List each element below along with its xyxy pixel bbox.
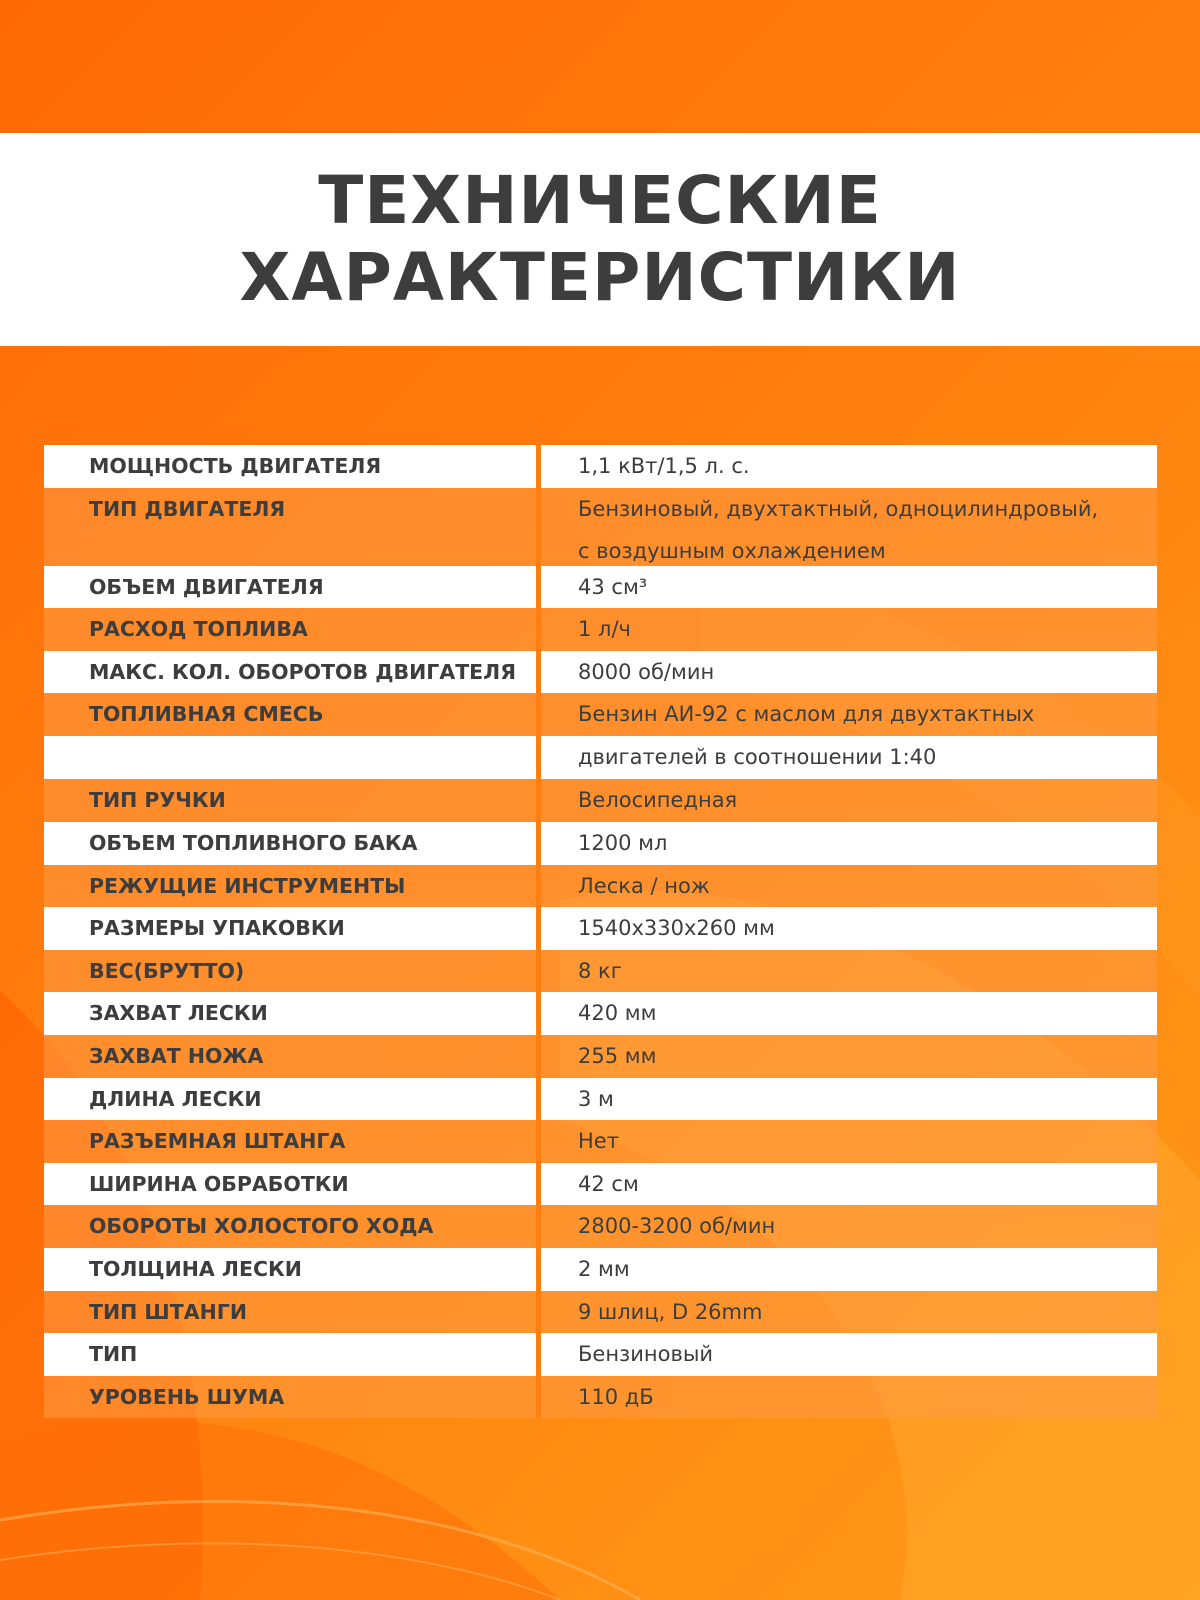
spec-row [44,822,1157,865]
spec-row [44,992,1157,1035]
spec-value: 42 см [578,1171,639,1196]
spec-label: ТИП ШТАНГИ [89,1299,247,1324]
spec-value: 2800-3200 об/мин [578,1214,776,1239]
specifications-table [44,445,1157,1418]
spec-label: ТОЛЩИНА ЛЕСКИ [89,1256,302,1281]
spec-value: 1200 мл [578,830,668,855]
spec-label: РАЗМЕРЫ УПАКОВКИ [89,916,345,941]
spec-row [44,1376,1157,1419]
spec-value-line-1: Бензин АИ-92 с маслом для двухтактных [578,702,1035,727]
spec-label: РАСХОД ТОПЛИВА [89,617,308,642]
spec-label: ОБОРОТЫ ХОЛОСТОГО ХОДА [89,1214,434,1239]
spec-row [44,779,1157,822]
title-band [0,133,1200,346]
spec-label: МАКС. КОЛ. ОБОРОТОВ ДВИГАТЕЛЯ [89,659,516,684]
spec-value: 1540х330х260 мм [578,916,775,941]
spec-row [44,1035,1157,1078]
spec-value: Велосипедная [578,788,738,813]
spec-label: ЗАХВАТ ЛЕСКИ [89,1001,268,1026]
spec-value: 1,1 кВт/1,5 л. с. [578,454,750,478]
spec-row [44,693,1157,779]
spec-label: ВЕС(БРУТТО) [89,958,245,983]
spec-label: РАЗЪЕМНАЯ ШТАНГА [89,1129,346,1154]
spec-row [44,608,1157,651]
spec-value-line-2: двигателей в соотношении 1:40 [578,745,937,770]
spec-label: ОБЪЕМ ДВИГАТЕЛЯ [89,574,324,599]
spec-label: ШИРИНА ОБРАБОТКИ [89,1171,349,1196]
spec-value [541,488,1157,566]
spec-row [44,651,1157,694]
spec-row [44,488,1157,566]
spec-value: 1 л/ч [578,617,631,642]
spec-row [44,1120,1157,1163]
spec-row [44,950,1157,993]
page-title-line-2: ХАРАКТЕРИСТИКИ [239,239,961,316]
spec-row [44,907,1157,950]
spec-value: 110 дБ [578,1384,654,1409]
spec-label: УРОВЕНЬ ШУМА [89,1384,285,1409]
spec-row [44,1248,1157,1291]
page-title-line-1: ТЕХНИЧЕСКИЕ [318,162,882,239]
spec-row [44,1291,1157,1334]
spec-row [44,1205,1157,1248]
spec-value: 3 м [578,1086,614,1111]
spec-value: Леска / нож [578,873,710,898]
spec-row [44,566,1157,609]
spec-row [44,1333,1157,1376]
spec-row [44,1163,1157,1206]
spec-label: МОЩНОСТЬ ДВИГАТЕЛЯ [89,454,382,478]
spec-value [541,693,1157,779]
spec-row [44,865,1157,908]
spec-value-line-1: Бензиновый, двухтактный, одноцилиндровый, [578,496,1099,521]
spec-value: Бензиновый [578,1342,714,1367]
spec-label: РЕЖУЩИЕ ИНСТРУМЕНТЫ [89,873,406,898]
spec-value: 43 см³ [578,574,648,599]
spec-label: ТИП [89,1342,138,1367]
spec-value: 9 шлиц, D 26mm [578,1299,763,1324]
spec-row [44,1078,1157,1121]
spec-value-line-2: с воздушным охлаждением [578,538,886,563]
spec-label: ЗАХВАТ НОЖА [89,1043,264,1068]
spec-label: ОБЪЕМ ТОПЛИВНОГО БАКА [89,830,418,855]
spec-label: ТОПЛИВНАЯ СМЕСЬ [89,702,324,727]
spec-label: ТИП РУЧКИ [89,788,226,813]
spec-value: Нет [578,1129,619,1154]
spec-label: ТИП ДВИГАТЕЛЯ [89,496,286,521]
spec-value: 8000 об/мин [578,659,715,684]
spec-value: 2 мм [578,1256,630,1281]
spec-value: 8 кг [578,958,622,983]
spec-value: 420 мм [578,1001,657,1026]
spec-label: ДЛИНА ЛЕСКИ [89,1086,262,1111]
spec-row [44,445,1157,488]
spec-value: 255 мм [578,1043,657,1068]
